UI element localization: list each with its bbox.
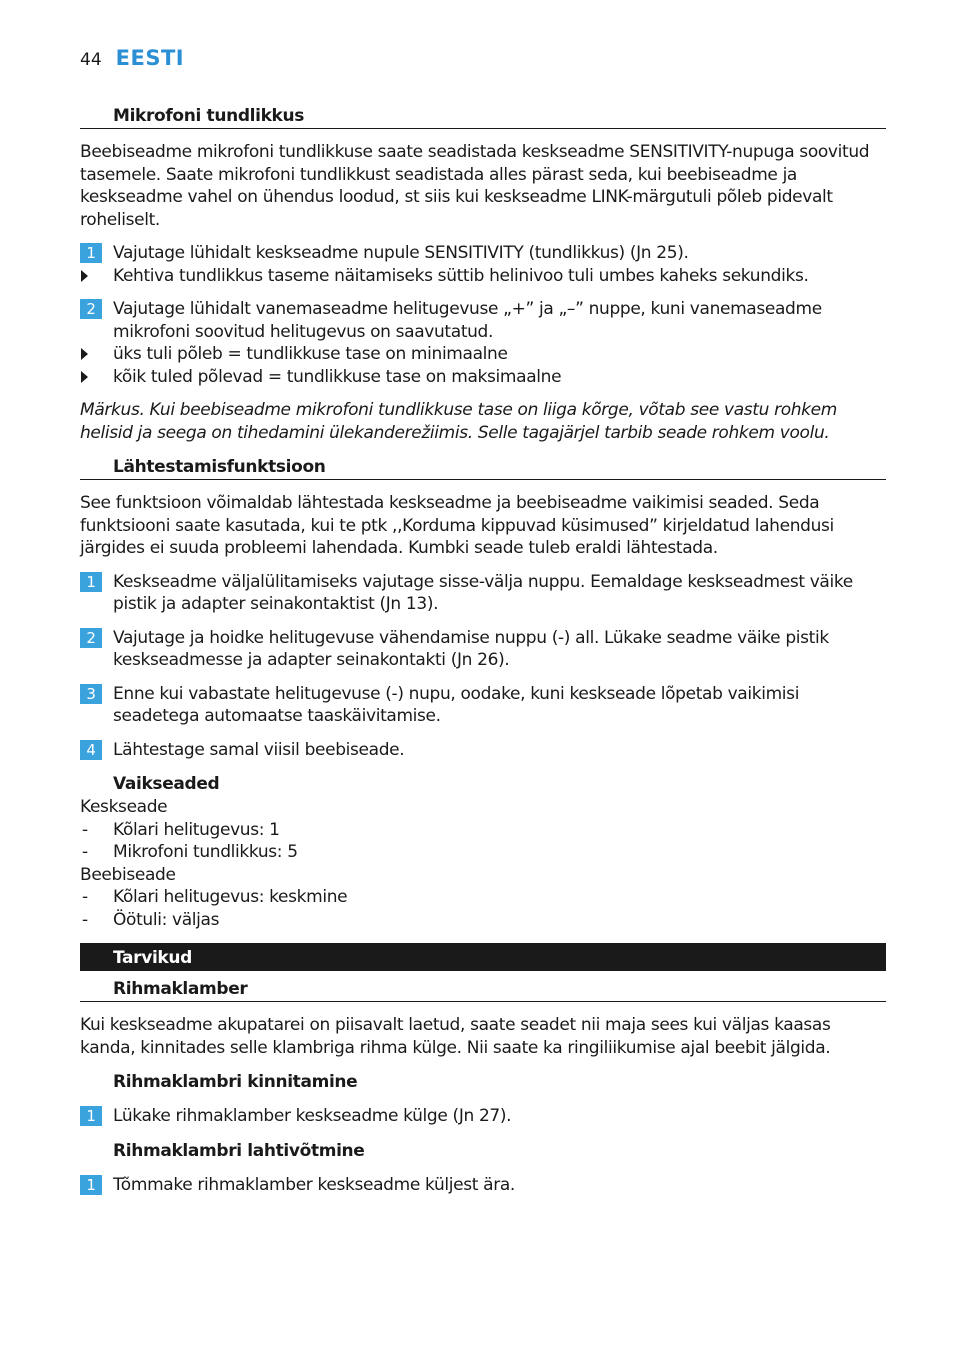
triangle-bullet-icon <box>80 265 113 282</box>
step-number-badge: 3 <box>80 684 102 704</box>
step-text: Tõmmake rihmaklamber keskseadme küljest ära. <box>113 1174 515 1195</box>
detach-step-1 <box>80 1174 886 1197</box>
step-text: Lähtestage samal viisil beebiseade. <box>113 739 405 760</box>
section-title-reset-function: Lähtestamisfunktsioon <box>80 455 886 480</box>
step-text: Keskseadme väljalülitamiseks vajutage sisse-välja nuppu. Eemaldage keskseadmest väike pistik ja adapter seinakontaktist (Jn 13). <box>113 571 853 614</box>
bullet-text: üks tuli põleb = tundlikkuse tase on minimaalne <box>113 344 508 364</box>
section-title-belt-clip: Rihmaklamber <box>80 977 886 1002</box>
reset-intro-paragraph: See funktsioon võimaldab lähtestada keskseadme ja beebiseadme vaikimisi seaded. Seda funktsiooni saate kasutada, kui te ptk ,,Korduma kippuvad küsimused” kirjeldatud lahendusi järgides ei suuda probleemi lahendada. Kumbki seade tuleb eraldi lähtestada. <box>80 493 834 558</box>
step-text: Enne kui vabastate helitugevuse (-) nupu, oodake, kuni keskseade lõpetab vaikimisi seadetega automaatse taaskäivitamise. <box>113 683 800 726</box>
step-number-badge: 4 <box>80 740 102 760</box>
page-header <box>80 46 184 76</box>
defaults-item <box>80 886 886 909</box>
bullet-text: Kehtiva tundlikkus taseme näitamiseks süttib helinivoo tuli umbes kaheks sekundiks. <box>113 265 809 286</box>
reset-step-2 <box>80 627 886 672</box>
attach-step-1 <box>80 1105 886 1128</box>
defaults-item <box>80 819 886 842</box>
page-number: 44 <box>80 50 102 70</box>
defaults-item-text: Kõlari helitugevus: keskmine <box>113 887 348 907</box>
belt-clip-intro-paragraph: Kui keskseadme akupatarei on piisavalt laetud, saate seadet nii maja sees kui väljas kaasas kanda, kinnitades selle klambriga rihma külge. Nii saate ka ringiliikumise ajal beebit jälgida. <box>80 1015 831 1058</box>
step-number-badge: 1 <box>80 1175 102 1195</box>
defaults-item-text: Öötuli: väljas <box>113 909 220 930</box>
triangle-bullet-icon <box>80 366 113 383</box>
dash-bullet: - <box>82 842 88 862</box>
step-number-badge: 1 <box>80 243 102 263</box>
reset-step-3 <box>80 683 886 728</box>
bullet-text: kõik tuled põlevad = tundlikkuse tase on maksimaalne <box>113 366 562 387</box>
section-title-accessories: Tarvikud <box>80 943 886 971</box>
dash-bullet: - <box>82 887 88 907</box>
step-number-badge: 2 <box>80 299 102 319</box>
defaults-group-baby-unit: Beebiseade <box>80 864 176 885</box>
step-number-badge: 1 <box>80 572 102 592</box>
mic-step-1-result <box>80 265 886 288</box>
dash-bullet: - <box>82 909 88 930</box>
step-number-badge: 2 <box>80 628 102 648</box>
mic-step-1 <box>80 242 886 265</box>
page-content <box>80 104 886 1196</box>
reset-step-1 <box>80 571 886 616</box>
defaults-item <box>80 909 886 932</box>
mic-step-2-result-1 <box>80 343 886 366</box>
mic-note: Märkus. Kui beebiseadme mikrofoni tundlikkuse tase on liiga kõrge, võtab see vastu rohkem helisid ja seega on tihedamini ülekanderežiimis. Selle tagajärjel tarbib seade rohkem voolu. <box>80 400 837 443</box>
dash-bullet: - <box>82 819 88 840</box>
subsection-title-attach-clip: Rihmaklambri kinnitamine <box>113 1072 358 1092</box>
step-text: Lükake rihmaklamber keskseadme külge (Jn 27). <box>113 1106 512 1126</box>
mic-step-2-result-2 <box>80 366 886 389</box>
mic-step-2 <box>80 298 886 343</box>
defaults-group-parent-unit: Keskseade <box>80 797 168 817</box>
defaults-item-text: Kõlari helitugevus: 1 <box>113 819 280 840</box>
language-label: EESTI <box>115 46 185 70</box>
step-text: Vajutage lühidalt vanemaseadme helitugevuse „+” ja „–” nuppe, kuni vanemaseadme mikrofoni soovitud helitugevus on saavutatud. <box>113 299 822 342</box>
reset-step-4 <box>80 739 886 762</box>
section-title-microphone-sensitivity: Mikrofoni tundlikkus <box>80 104 886 129</box>
defaults-item-text: Mikrofoni tundlikkus: 5 <box>113 842 298 862</box>
mic-intro-paragraph: Beebiseadme mikrofoni tundlikkuse saate seadistada keskseadme SENSITIVITY-nupuga soovitud tasemele. Saate mikrofoni tundlikkust seadistada alles pärast seda, kui beebiseadme ja keskseadme vahel on ühendus loodud, st siis kui keskseadme LINK-märgutuli põleb pidevalt roheliselt. <box>80 142 870 230</box>
step-text: Vajutage lühidalt keskseadme nupule SENSITIVITY (tundlikkus) (Jn 25). <box>113 243 689 263</box>
subsection-title-detach-clip: Rihmaklambri lahtivõtmine <box>113 1140 365 1161</box>
triangle-bullet-icon <box>80 343 113 360</box>
step-text: Vajutage ja hoidke helitugevuse vähendamise nuppu (-) all. Lükake seadme väike pistik keskseadmesse ja adapter seinakontakti (Jn 26). <box>113 627 829 670</box>
defaults-item <box>80 841 886 864</box>
subsection-title-defaults: Vaikseaded <box>113 774 220 794</box>
step-number-badge: 1 <box>80 1106 102 1126</box>
